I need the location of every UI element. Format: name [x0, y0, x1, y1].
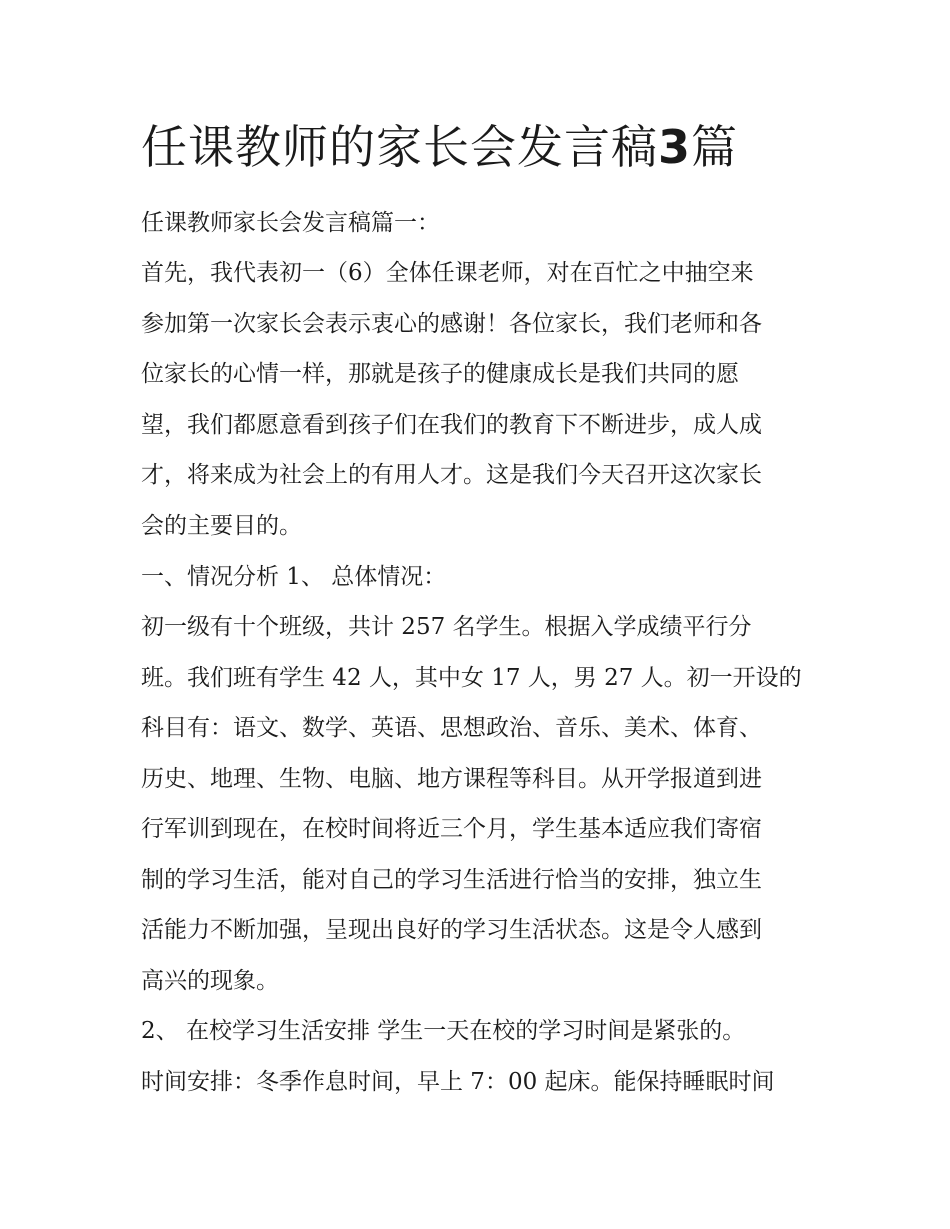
- paragraph-line: 班。我们班有学生 42 人，其中女 17 人，男 27 人。初一开设的: [141, 665, 802, 691]
- paragraph-line: 高兴的现象。: [141, 968, 279, 994]
- paragraph-line: 时间安排：冬季作息时间，早上 7：00 起床。能保持睡眠时间: [141, 1069, 775, 1095]
- title-main-text: 任课教师的家长会发言稿: [141, 120, 658, 174]
- paragraph-line: 科目有：语文、数学、英语、思想政治、音乐、美术、体育、: [141, 715, 762, 741]
- section-heading: 任课教师家长会发言稿篇一：: [141, 210, 440, 236]
- subsection-heading: 一、情况分析 1、 总体情况：: [141, 564, 447, 590]
- paragraph-line: 行军训到现在，在校时间将近三个月，学生基本适应我们寄宿: [141, 816, 762, 842]
- paragraph-line: 望，我们都愿意看到孩子们在我们的教育下不断进步，成人成: [141, 412, 762, 438]
- title-number: 3: [658, 120, 692, 174]
- paragraph-line: 会的主要目的。: [141, 513, 302, 539]
- paragraph-line: 初一级有十个班级，共计 257 名学生。根据入学成绩平行分: [141, 614, 752, 640]
- paragraph-line: 才，将来成为社会上的有用人才。这是我们今天召开这次家长: [141, 462, 762, 488]
- paragraph-line: 制的学习生活，能对自己的学习生活进行恰当的安排，独立生: [141, 867, 762, 893]
- title-tail-text: 篇: [691, 120, 739, 174]
- paragraph-line: 位家长的心情一样，那就是孩子的健康成长是我们共同的愿: [141, 361, 739, 387]
- document-title: [141, 112, 738, 182]
- paragraph-line: 活能力不断加强，呈现出良好的学习生活状态。这是令人感到: [141, 917, 762, 943]
- subsection-heading: 2、 在校学习生活安排 学生一天在校的学习时间是紧张的。: [141, 1018, 746, 1044]
- paragraph-line: 参加第一次家长会表示衷心的感谢！各位家长，我们老师和各: [141, 311, 762, 337]
- paragraph-line: 历史、地理、生物、电脑、地方课程等科目。从开学报道到进: [141, 766, 762, 792]
- paragraph-line: 首先，我代表初一（6）全体任课老师，对在百忙之中抽空来: [141, 260, 754, 286]
